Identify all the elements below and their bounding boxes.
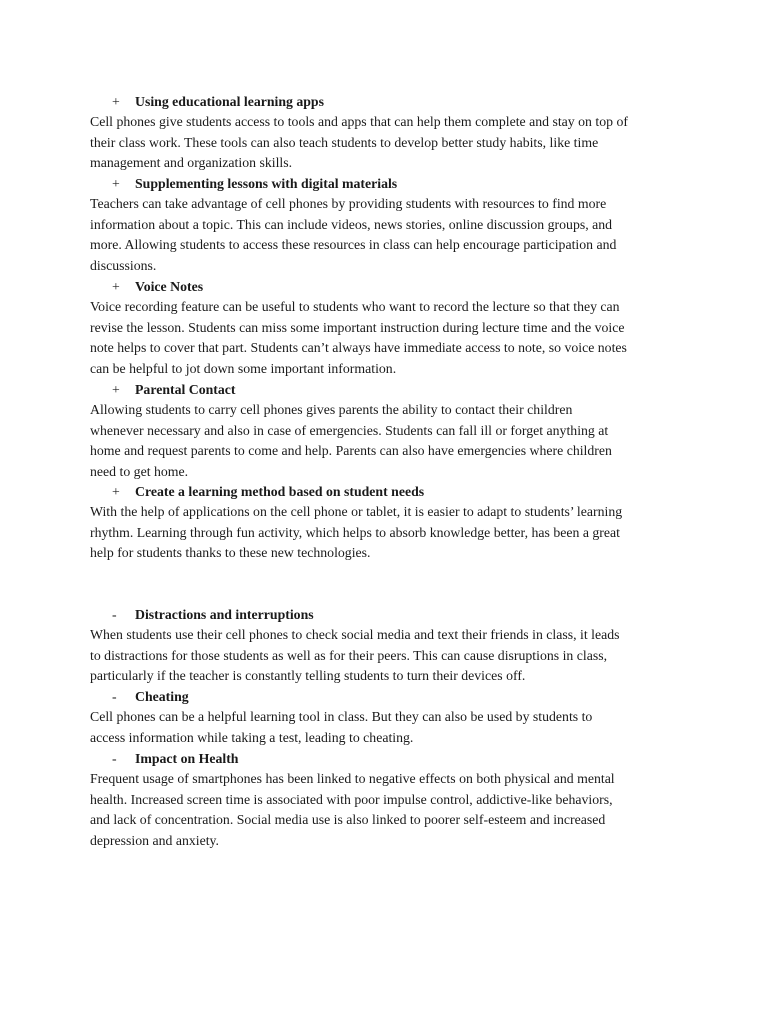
section-learning-method: [90, 482, 690, 564]
section-heading: [90, 605, 690, 625]
plus-bullet-icon: +: [112, 279, 120, 294]
paragraph-line: home and request parents to come and help. Parents can also have emergencies where children: [90, 443, 612, 459]
section-heading: [90, 482, 690, 502]
section-heading: [90, 380, 690, 400]
section-heading: [90, 92, 690, 112]
section-paragraph: [90, 625, 690, 687]
paragraph-line: to distractions for those students as well as for their peers. This can cause disruptions in class,: [90, 647, 608, 663]
section-paragraph: [90, 769, 690, 852]
heading-text: Cheating: [135, 689, 189, 704]
heading-text: Create a learning method based on student needs: [135, 484, 425, 499]
section-distractions: [90, 605, 690, 687]
heading-text: Distractions and interruptions: [135, 607, 314, 622]
paragraph-line: depression and anxiety.: [90, 833, 219, 849]
section-heading: [90, 174, 690, 194]
plus-bullet-icon: +: [112, 176, 120, 191]
section-paragraph: [90, 400, 690, 483]
plus-bullet-icon: +: [112, 382, 120, 397]
dash-bullet-icon: -: [112, 689, 117, 704]
heading-text: Using educational learning apps: [135, 94, 324, 109]
paragraph-line: can be helpful to jot down some important information.: [90, 361, 397, 377]
paragraph-line: need to get home.: [90, 464, 189, 480]
paragraph-line: more. Allowing students to access these resources in class can help encourage participation and: [90, 237, 617, 253]
section-parental-contact: [90, 380, 690, 483]
paragraph-line: Frequent usage of smartphones has been linked to negative effects on both physical and mental: [90, 771, 615, 786]
paragraph-line: revise the lesson. Students can miss some important instruction during lecture time and the voice: [90, 319, 625, 335]
paragraph-line: help for students thanks to these new technologies.: [90, 545, 371, 561]
dash-bullet-icon: -: [112, 607, 117, 622]
section-digital-materials: [90, 174, 690, 277]
heading-text: Supplementing lessons with digital materials: [135, 176, 398, 191]
paragraph-line: access information while taking a test, leading to cheating.: [90, 729, 414, 745]
paragraph-line: information about a topic. This can include videos, news stories, online discussion groups, and: [90, 216, 613, 232]
section-heading: [90, 687, 690, 707]
paragraph-line: and lack of concentration. Social media use is also linked to poorer self-esteem and increased: [90, 812, 606, 828]
section-heading: [90, 749, 690, 769]
paragraph-line: health. Increased screen time is associated with poor impulse control, addictive-like behaviors,: [90, 791, 613, 807]
plus-bullet-icon: +: [112, 94, 120, 109]
heading-text: Impact on Health: [135, 751, 239, 766]
section-paragraph: [90, 502, 690, 564]
paragraph-line: their class work. These tools can also teach students to develop better study habits, like time: [90, 134, 599, 150]
paragraph-line: With the help of applications on the cell phone or tablet, it is easier to adapt to students’ learning: [90, 504, 623, 519]
paragraph-line: When students use their cell phones to check social media and text their friends in class, it leads: [90, 627, 620, 642]
section-cheating: [90, 687, 690, 748]
section-educational-apps: [90, 92, 690, 174]
heading-text: Parental Contact: [135, 382, 236, 397]
paragraph-line: particularly if the teacher is constantly telling students to turn their devices off.: [90, 668, 526, 684]
dash-bullet-icon: -: [112, 751, 117, 766]
paragraph-line: Cell phones give students access to tools and apps that can help them complete and stay on top of: [90, 114, 628, 129]
heading-text: Voice Notes: [135, 279, 204, 294]
section-paragraph: [90, 112, 690, 174]
section-paragraph: [90, 194, 690, 277]
section-impact-on-health: [90, 749, 690, 852]
paragraph-line: Allowing students to carry cell phones gives parents the ability to contact their children: [90, 402, 573, 417]
paragraph-line: discussions.: [90, 258, 157, 274]
section-paragraph: [90, 707, 690, 748]
paragraph-line: Voice recording feature can be useful to students who want to record the lecture so that they can: [90, 299, 620, 314]
plus-bullet-icon: +: [112, 484, 120, 499]
section-heading: [90, 277, 690, 297]
section-voice-notes: [90, 277, 690, 380]
paragraph-line: whenever necessary and also in case of emergencies. Students can fall ill or forget anything at: [90, 422, 609, 438]
paragraph-line: note helps to cover that part. Students can’t always have immediate access to note, so voice notes: [90, 340, 627, 356]
paragraph-line: rhythm. Learning through fun activity, which helps to absorb knowledge better, has been a great: [90, 524, 620, 540]
paragraph-line: Teachers can take advantage of cell phones by providing students with resources to find more: [90, 196, 607, 211]
paragraph-line: Cell phones can be a helpful learning tool in class. But they can also be used by students to: [90, 709, 593, 724]
paragraph-line: management and organization skills.: [90, 155, 293, 171]
section-paragraph: [90, 297, 690, 380]
